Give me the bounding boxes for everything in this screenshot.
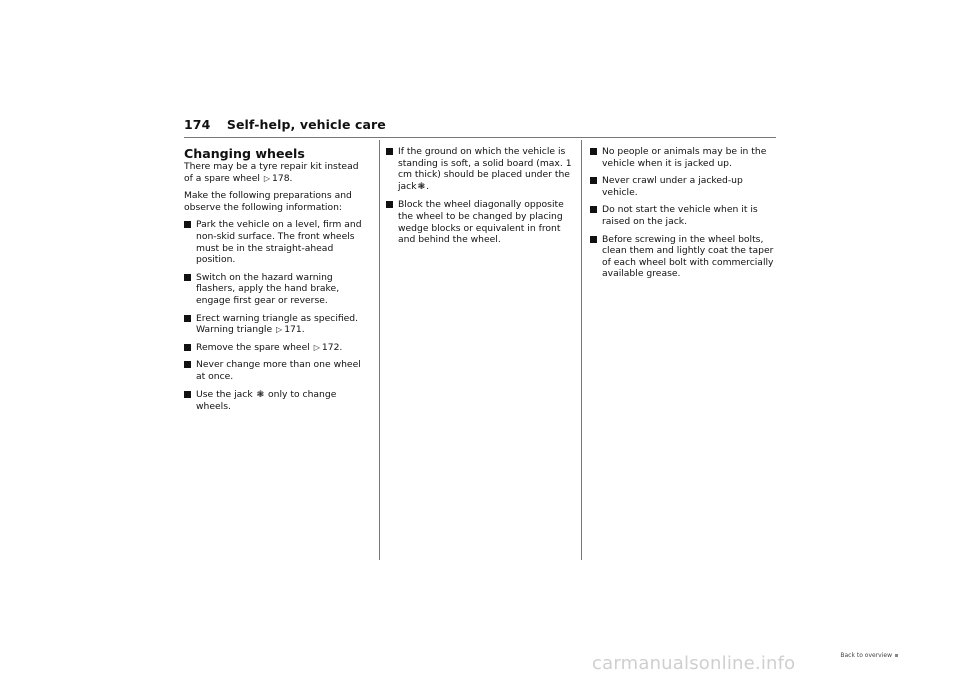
list-item-text: Erect warning triangle as specified. Warning triangle bbox=[196, 312, 359, 336]
list-item-text: Do not start the vehicle when it is raised on the jack. bbox=[602, 204, 758, 227]
jack-star-icon: ❃ bbox=[417, 181, 426, 192]
list-item-text: If the ground on which the vehicle is standing is soft, a solid board (max. 1 cm thick) should be placed under the jack bbox=[398, 146, 572, 192]
site-watermark: carmanualsonline.info bbox=[592, 653, 796, 674]
column-2 bbox=[386, 146, 574, 252]
bullet-square-icon bbox=[590, 236, 597, 243]
jack-star-icon: ❃ bbox=[256, 389, 265, 400]
bullet-square-icon bbox=[590, 177, 597, 184]
list-item bbox=[184, 359, 370, 382]
page-number: 174 bbox=[184, 117, 211, 132]
column-3 bbox=[590, 146, 778, 286]
intro-text: There may be a tyre repair kit instead of a spare wheel bbox=[184, 161, 359, 184]
list-item-text: Block the wheel diagonally opposite the wheel to be changed by placing wedge blocks or equivalent in front and behind the wheel. bbox=[398, 199, 564, 246]
list-item-text: No people or animals may be in the vehicle when it is jacked up. bbox=[602, 146, 767, 169]
reference-arrow-icon: ▷ bbox=[276, 325, 283, 335]
bullet-square-icon bbox=[590, 206, 597, 213]
list-item-text: Before screwing in the wheel bolts, clean them and lightly coat the taper of each wheel bolt with commercially available grease. bbox=[602, 233, 774, 280]
list-item-text: Never change more than one wheel at once. bbox=[196, 359, 361, 382]
page-reference[interactable]: 172. bbox=[321, 341, 343, 353]
section-heading: Changing wheels bbox=[184, 146, 305, 161]
back-link-label[interactable]: Back to overview bbox=[840, 652, 892, 659]
bullet-square-icon bbox=[184, 315, 191, 322]
bullet-square-icon bbox=[184, 344, 191, 351]
list-item bbox=[590, 175, 778, 198]
list-item bbox=[590, 146, 778, 169]
column-1 bbox=[184, 146, 370, 419]
bullet-square-icon bbox=[184, 274, 191, 281]
list-item-text: . bbox=[426, 180, 430, 192]
list-item bbox=[184, 219, 370, 265]
list-item bbox=[184, 389, 370, 413]
back-to-overview-link[interactable] bbox=[840, 652, 898, 659]
list-item bbox=[590, 204, 778, 227]
list-item-text: only to change wheels. bbox=[196, 388, 337, 413]
chapter-title: Self-help, vehicle care bbox=[226, 117, 386, 132]
bullet-square-icon bbox=[184, 391, 191, 398]
list-item bbox=[386, 199, 574, 245]
reference-arrow-icon: ▷ bbox=[313, 342, 320, 352]
bullet-square-icon bbox=[386, 201, 393, 208]
page-reference[interactable]: 171. bbox=[284, 324, 305, 336]
list-item bbox=[184, 272, 370, 307]
list-item-text: Switch on the hazard warning flashers, apply the hand brake, engage first gear or reverse. bbox=[196, 271, 340, 306]
column-divider-2 bbox=[581, 140, 582, 560]
bullet-square-icon bbox=[590, 148, 597, 155]
reference-arrow-icon: ▷ bbox=[263, 173, 270, 183]
bullet-square-icon bbox=[184, 361, 191, 368]
intro-paragraph-1 bbox=[184, 161, 370, 184]
list-item-text: Use the jack bbox=[196, 388, 253, 400]
list-item bbox=[590, 234, 778, 280]
list-item-text: Never crawl under a jacked-up vehicle. bbox=[602, 175, 743, 198]
page-header bbox=[184, 117, 386, 132]
page-reference[interactable]: 178. bbox=[272, 172, 293, 184]
back-link-icon bbox=[895, 654, 898, 657]
column-divider-1 bbox=[379, 140, 380, 560]
list-item bbox=[184, 313, 370, 336]
intro-paragraph-2: Make the following preparations and observe the following information: bbox=[184, 190, 352, 213]
bullet-square-icon bbox=[184, 221, 191, 228]
bullet-square-icon bbox=[386, 148, 393, 155]
list-item-text: Remove the spare wheel bbox=[196, 341, 310, 353]
header-rule bbox=[184, 137, 776, 138]
list-item bbox=[386, 146, 574, 193]
list-item-text: Park the vehicle on a level, firm and non-skid surface. The front wheels must be in the straight-ahead position. bbox=[196, 219, 362, 266]
list-item bbox=[184, 342, 370, 354]
